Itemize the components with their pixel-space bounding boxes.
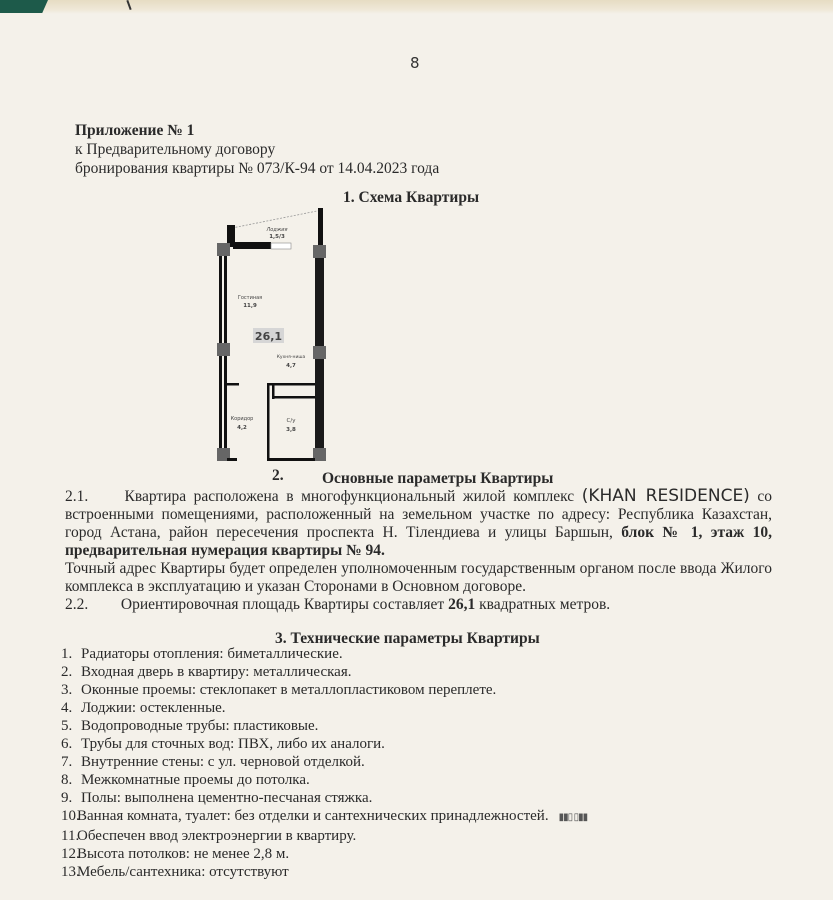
section-1-title: 1. Схема Квартиры: [343, 189, 480, 206]
technical-parameters-list: [61, 645, 587, 881]
room-area-loggia: 1,5/3: [269, 234, 285, 240]
paragraph-2-1: [65, 487, 772, 596]
section-2-title: Основные параметры Квартиры: [322, 470, 554, 487]
total-area-label: 26,1: [254, 330, 283, 343]
room-label-kitchen: Кухня-ниша: [276, 355, 306, 360]
room-label-corridor: Коридор: [230, 416, 254, 422]
room-area-bathroom: 3,8: [286, 427, 296, 433]
room-label-living: Гостиная: [237, 295, 263, 301]
apartment-area-value: 26,1: [448, 596, 476, 613]
list-item: 4. Лоджии: остекленные.: [61, 700, 226, 716]
page-top-edge: [0, 0, 833, 14]
list-item: 7. Внутренние стены: с ул. черновой отделкой.: [61, 754, 365, 770]
paragraph-2-2-label: 2.2.: [65, 596, 89, 613]
page-number: 8: [410, 54, 420, 72]
list-item: 8. Межкомнатные проемы до потолка.: [61, 772, 310, 788]
folder-corner: [0, 0, 48, 13]
section-3-title: 3. Технические параметры Квартиры: [275, 630, 540, 647]
list-item: 9. Полы: выполнена цементно-песчаная стяжка.: [61, 790, 373, 806]
list-item: 3. Оконные проемы: стеклопакет в металлопластиковом переплете.: [61, 682, 497, 698]
list-item: 5. Водопроводные трубы: пластиковые.: [61, 718, 319, 734]
paragraph-2-1-label: 2.1.: [65, 488, 89, 505]
appendix-header: [75, 121, 439, 178]
room-area-living: 11,9: [243, 303, 257, 309]
room-area-kitchen: 4,7: [286, 363, 296, 369]
paragraph-2-2-text-a: Ориентировочная площадь Квартиры составляет: [120, 596, 445, 613]
room-label-loggia: Лоджия: [266, 227, 288, 233]
loggia-boundary: [232, 210, 322, 228]
list-item: 6. Трубы для сточных вод: ПВХ, либо их аналоги.: [61, 736, 385, 752]
appendix-title: Приложение № 1: [75, 122, 195, 139]
list-item: 1. Радиаторы отопления: биметаллические.: [61, 646, 343, 662]
list-item: 11.Обеспечен ввод электроэнергии в квартиру.: [61, 828, 357, 844]
paragraph-2-1-text-b: со встроенными помещениями, расположенный на земельном участке по адресу: Республика Казахстан, город Астана, район пересечения проспекта Н. Тілендиева и улицы Баршын,: [65, 488, 773, 541]
list-item: 13.Мебель/сантехника: отсутствуют: [61, 864, 289, 880]
room-area-corridor: 4,2: [237, 425, 247, 431]
appendix-line-1: к Предварительному договору: [75, 141, 276, 158]
paragraph-2-1-text-c: Точный адрес Квартиры будет определен уполномоченным государственным органом после ввода Жилого комплекса в эксплуатацию и указан Сторонами в Основном договоре.: [65, 560, 772, 595]
block-floor-apartment-number: блок № 1, этаж 10, предварительная нумерация квартиры № 94.: [65, 524, 772, 559]
paragraph-2-1-text-a: Квартира расположена в многофункциональный жилой комплекс: [124, 488, 575, 505]
list-item: 10.Ванная комната, туалет: без отделки и сантехнических принадлежностей. ▮▮▯ ▯▮▮: [61, 807, 587, 827]
paragraph-2-2: [65, 596, 772, 614]
paragraph-2-2-text-b: квадратных метров.: [479, 596, 611, 613]
floor-plan: [205, 200, 335, 470]
section-2-number: 2.: [272, 467, 284, 484]
complex-name: (KHAN RESIDENCE): [581, 486, 750, 506]
scan-artifact: ▮▮▯ ▯▮▮: [558, 812, 588, 823]
list-item: 12.Высота потолков: не менее 2,8 м.: [61, 846, 290, 862]
list-item: 2. Входная дверь в квартиру: металлическая.: [61, 664, 352, 680]
room-label-bathroom: С/у: [286, 418, 296, 424]
appendix-line-2: бронирования квартиры № 073/К-94 от 14.04.2023 года: [75, 160, 440, 177]
